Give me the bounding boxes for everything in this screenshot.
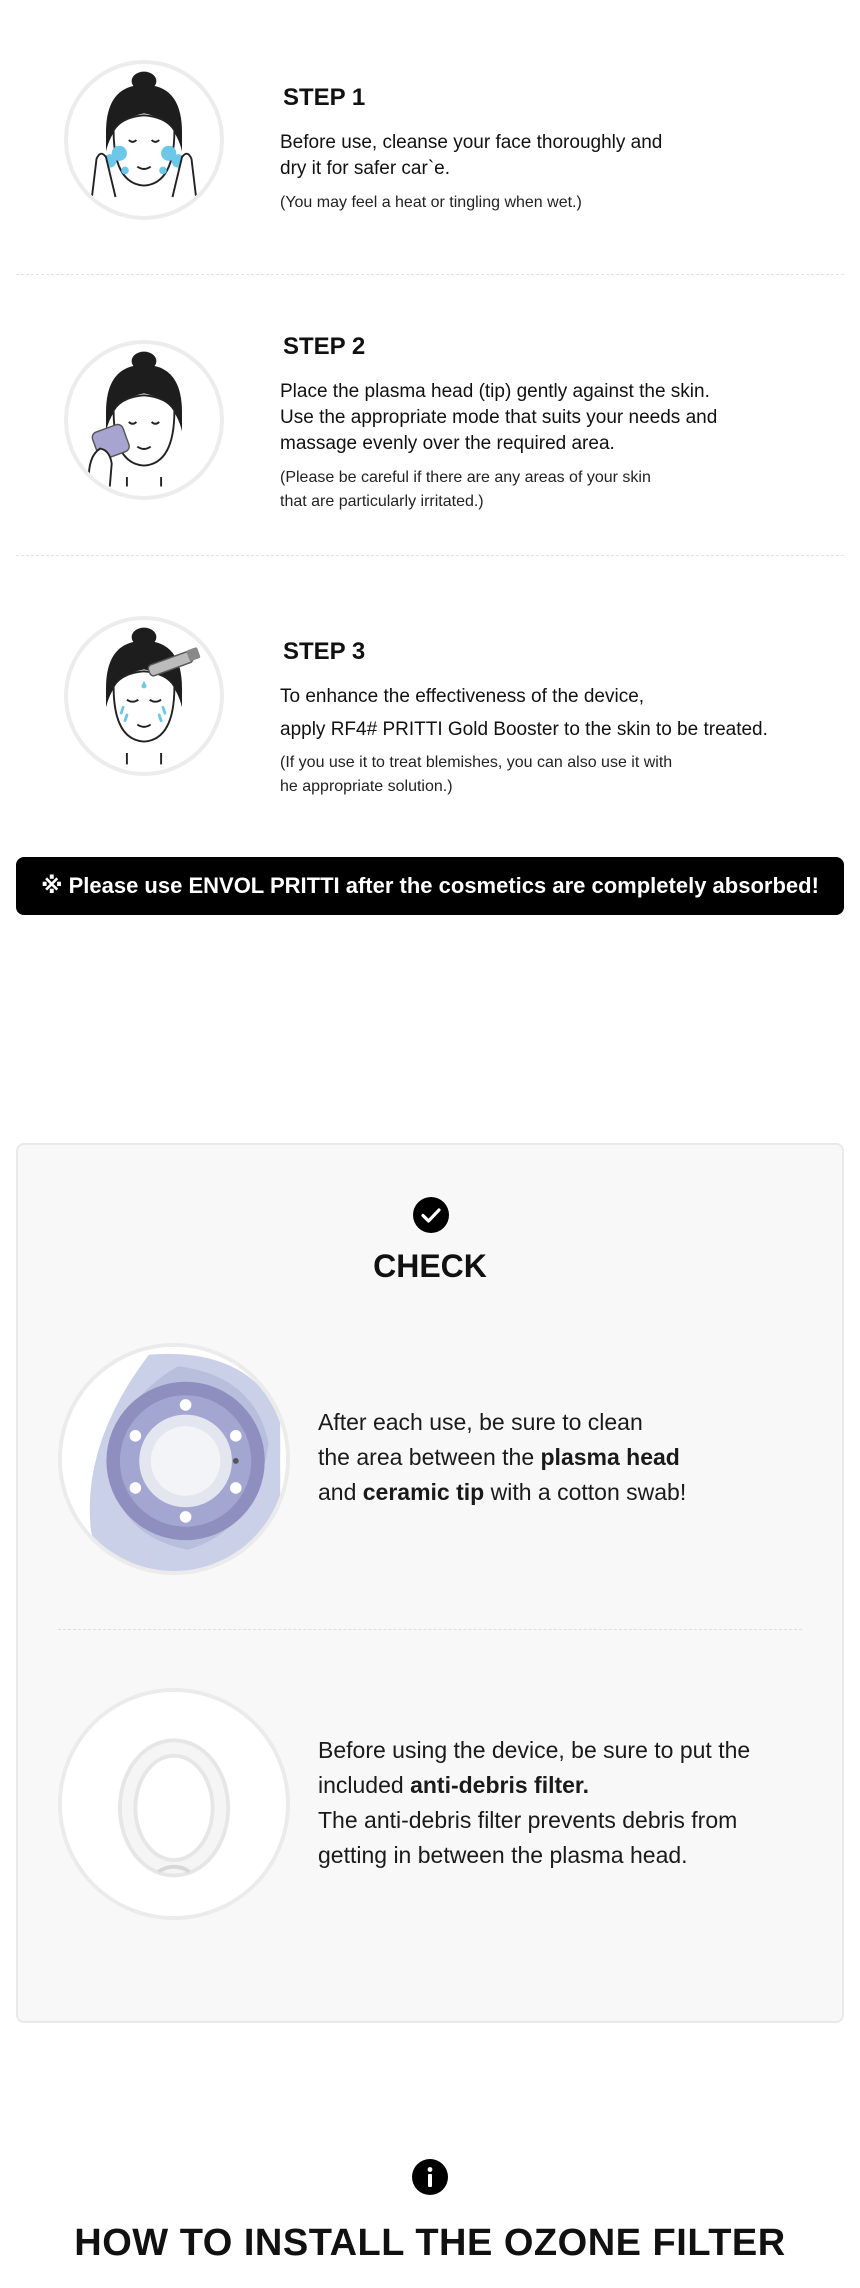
- check-divider: [58, 1629, 802, 1630]
- check-circle-icon: [413, 1197, 449, 1233]
- check-line: getting in between the plasma head.: [318, 1842, 688, 1868]
- step-note: (Please be careful if there are any areas of your skin: [280, 469, 651, 486]
- step-line: To enhance the effectiveness of the device,: [280, 686, 645, 707]
- step-line: Place the plasma head (tip) gently against the skin.: [280, 381, 710, 402]
- step-note: (If you use it to treat blemishes, you can also use it with: [280, 754, 673, 771]
- step-divider: [16, 555, 844, 556]
- check-title: CHECK: [373, 1248, 487, 1284]
- plasma-head-photo: [58, 1343, 290, 1575]
- check-item-text: [318, 1733, 838, 1873]
- face-washing-icon: [64, 60, 224, 220]
- check-line: Before using the device, be sure to put the: [318, 1737, 751, 1763]
- notice-text: ※ Please use ENVOL PRITTI after the cosmetics are completely absorbed!: [41, 873, 819, 898]
- step-line: Before use, cleanse your face thoroughly and: [280, 132, 663, 153]
- info-circle-icon: [412, 2159, 448, 2195]
- check-line: and ceramic tip with a cotton swab!: [318, 1479, 687, 1505]
- step-line: apply RF4# PRITTI Gold Booster to the skin to be treated.: [280, 719, 768, 740]
- step-divider: [16, 274, 844, 275]
- face-device-massage-icon: [64, 340, 224, 500]
- check-line: the area between the plasma head: [318, 1444, 680, 1470]
- anti-debris-filter-photo: [58, 1688, 290, 1920]
- check-item-text: [318, 1405, 838, 1510]
- step-title: STEP 2: [283, 333, 366, 360]
- step-line: dry it for safer car`e.: [280, 158, 450, 179]
- step-note: (You may feel a heat or tingling when wet.): [280, 194, 582, 211]
- step-title: STEP 3: [283, 638, 366, 665]
- check-line: After each use, be sure to clean: [318, 1409, 643, 1435]
- install-ozone-filter-title: HOW TO INSTALL THE OZONE FILTER: [74, 2222, 786, 2264]
- step-title: STEP 1: [283, 84, 366, 111]
- step-note: he appropriate solution.): [280, 778, 453, 795]
- usage-notice-banner: [16, 857, 844, 915]
- check-line: The anti-debris filter prevents debris from: [318, 1807, 738, 1833]
- step-line: massage evenly over the required area.: [280, 433, 615, 454]
- step-note: that are particularly irritated.): [280, 493, 484, 510]
- check-line: included anti-debris filter.: [318, 1772, 590, 1798]
- face-booster-dropper-icon: [64, 616, 224, 776]
- step-line: Use the appropriate mode that suits your needs and: [280, 407, 718, 428]
